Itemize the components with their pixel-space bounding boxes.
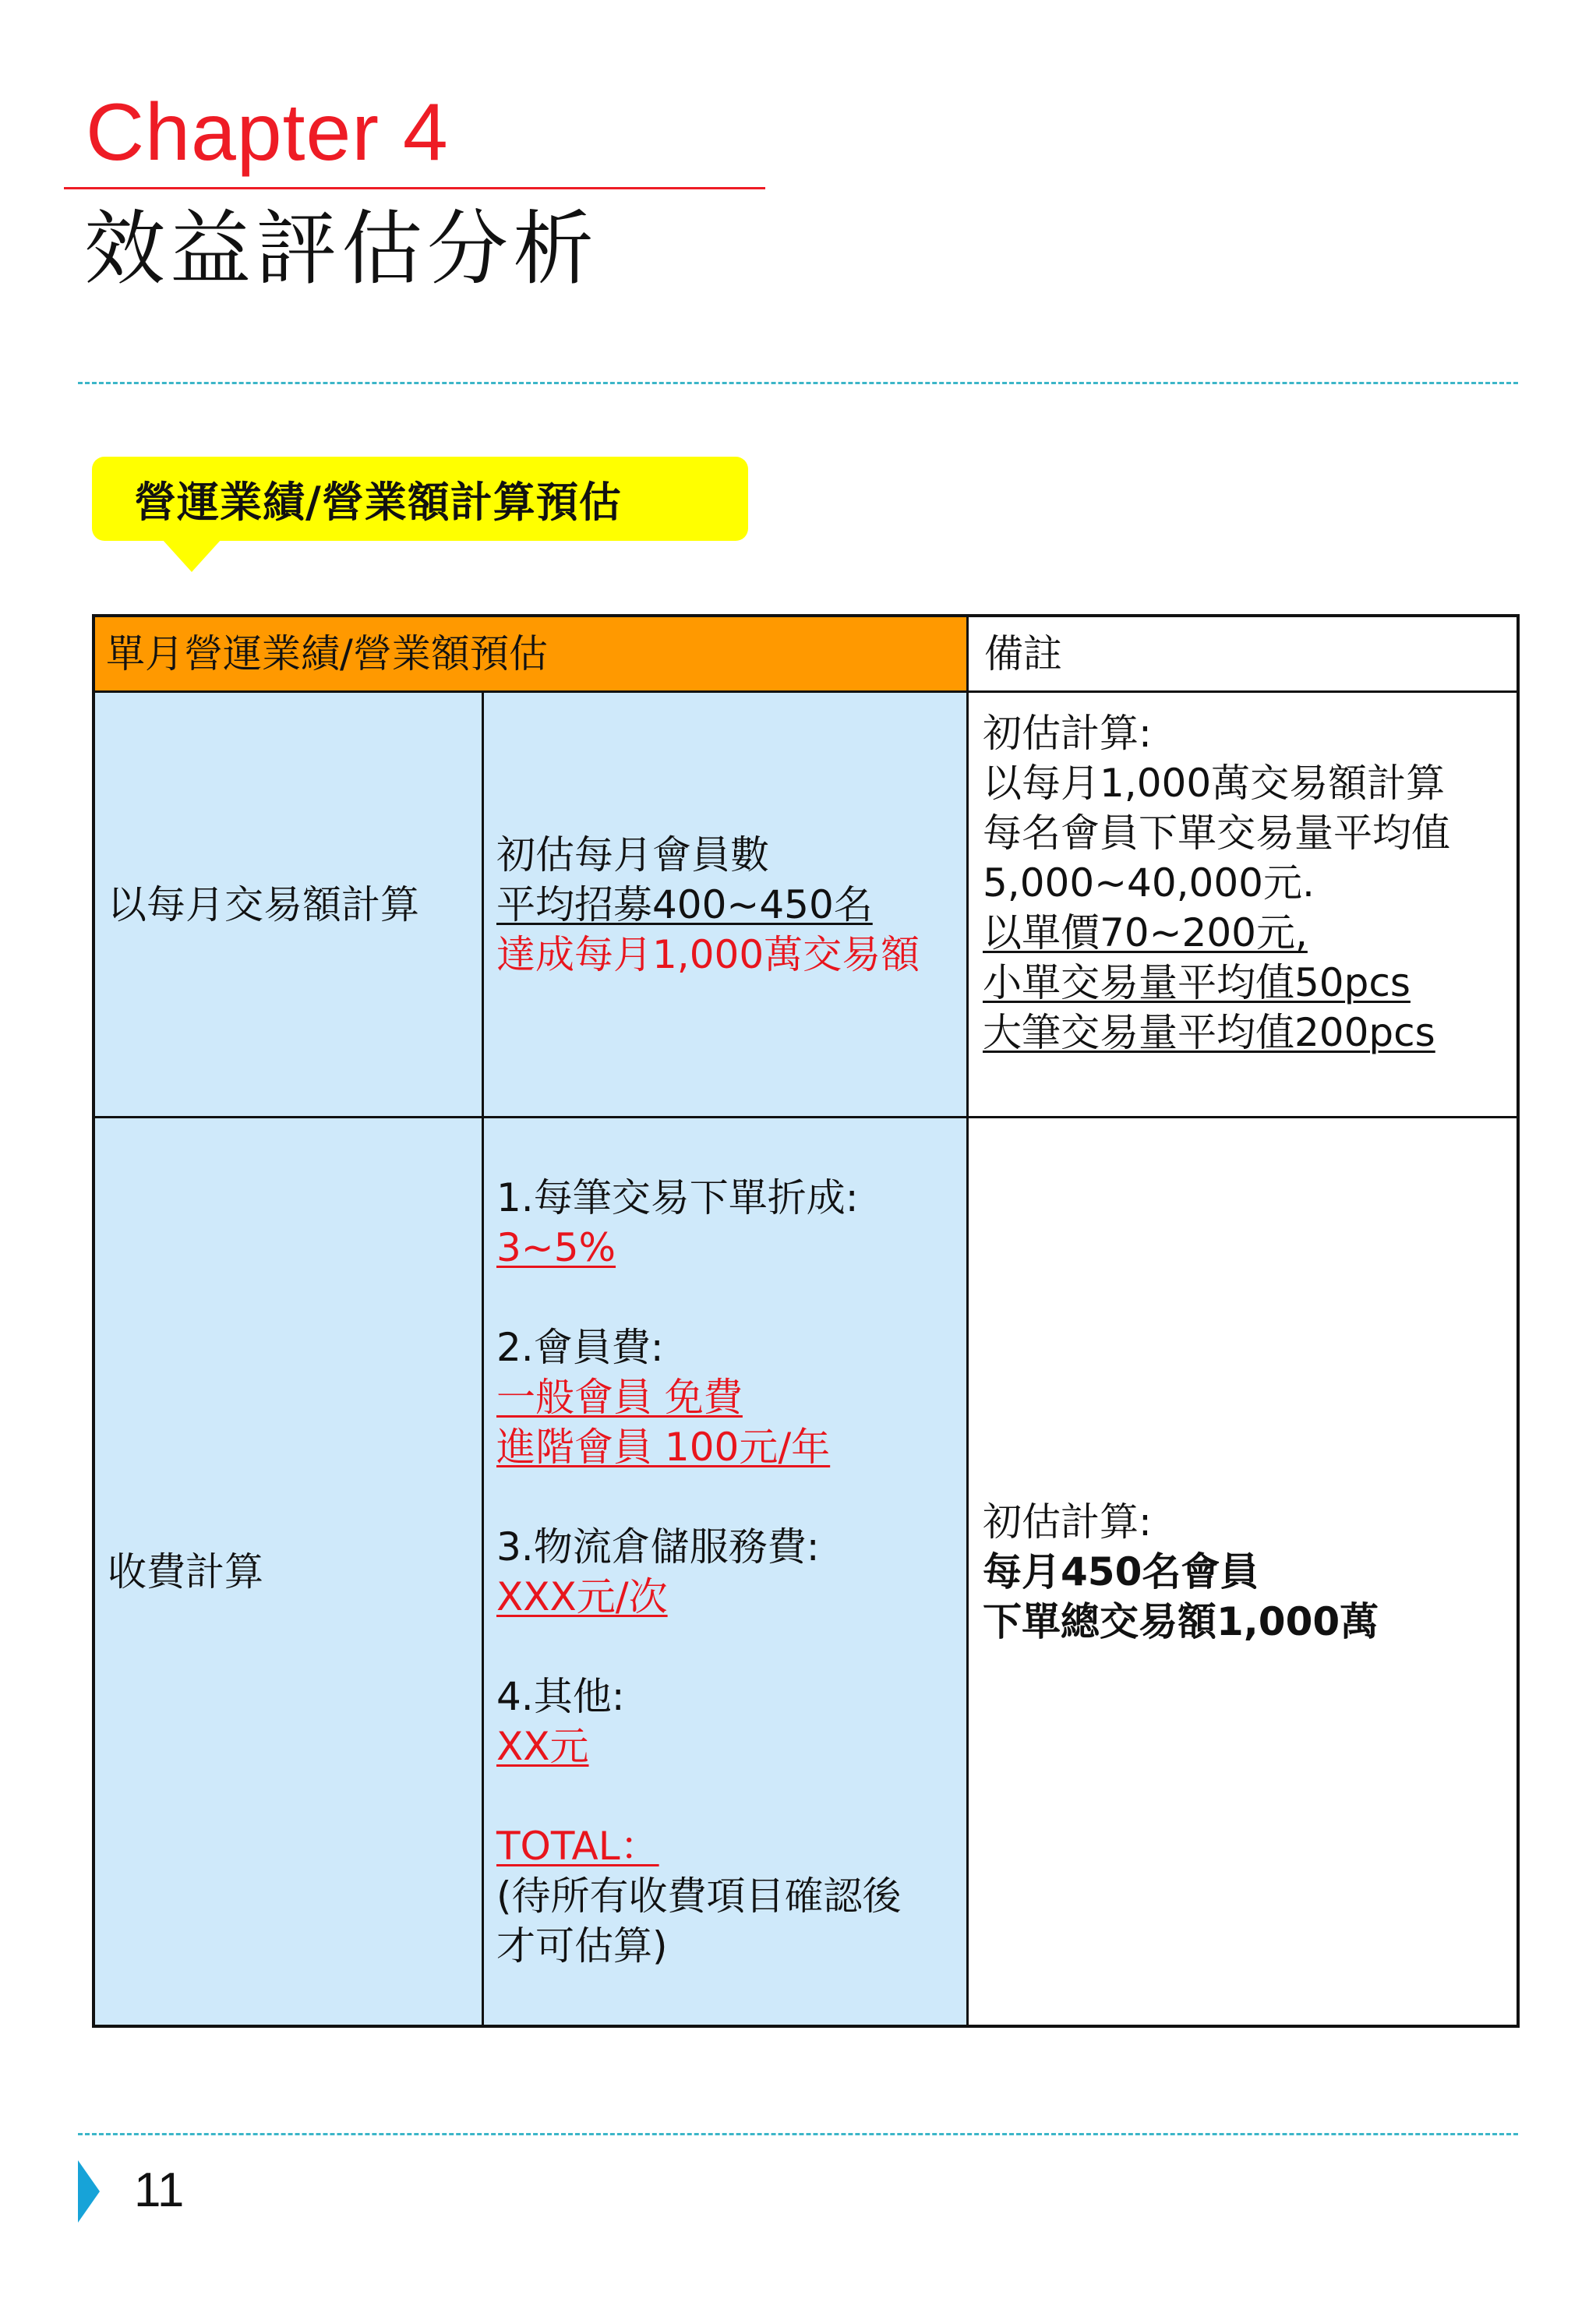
fee-item-title: 3.物流倉儲服務費: [496, 1524, 820, 1570]
spacer [496, 1273, 966, 1323]
fee-item-title: 1.每筆交易下單折成: [496, 1174, 859, 1220]
fee-item-value [496, 1223, 966, 1273]
row2-note-cell [966, 1116, 1517, 2025]
spacer [496, 1472, 966, 1522]
other-fee: XX元 [496, 1723, 589, 1769]
fee-item-value [496, 1422, 966, 1472]
row1-label: 以每月交易額計算 [108, 881, 419, 927]
row1-note-line: 每名會員下單交易量平均值 [983, 810, 1450, 856]
row1-detail-cell [482, 690, 966, 1116]
row1-note-line [983, 1008, 1517, 1058]
row2-detail-cell [482, 1116, 966, 2025]
section-callout-label: 營運業績/營業額計算預估 [134, 477, 622, 527]
table-header-note [966, 617, 1517, 690]
page-number: 11 [134, 2163, 185, 2217]
section-callout [92, 457, 748, 541]
fee-item-value [496, 1372, 966, 1422]
fee-item-value [496, 1722, 966, 1771]
page-title: 效益評估分析 [84, 201, 599, 296]
row2-label-cell [95, 1116, 482, 2025]
table-header-main [95, 617, 966, 690]
row1-detail-line: 初估每月會員數 [496, 832, 769, 878]
commission-rate: 3~5% [496, 1224, 616, 1270]
row1-label-cell [95, 690, 482, 1116]
estimate-table [92, 614, 1520, 2028]
logistics-fee: XXX元/次 [496, 1573, 668, 1619]
row1-note-small-orders: 小單交易量平均值50pcs [983, 960, 1411, 1005]
chapter-label: Chapter 4 [86, 87, 449, 178]
fee-item-title: 4.其他: [496, 1673, 625, 1719]
row1-note-large-orders: 大筆交易量平均值200pcs [983, 1010, 1435, 1055]
row1-detail-recruit: 平均招募400~450名 [496, 881, 873, 927]
top-dashed-divider [78, 382, 1518, 384]
basic-member-fee: 一般會員 免費 [496, 1374, 743, 1420]
total-note: (待所有收費項目確認後 [496, 1873, 902, 1919]
row2-note-members: 每月450名會員 [983, 1549, 1259, 1594]
row1-detail-target: 達成每月1,000萬交易額 [496, 931, 920, 977]
row1-note-line: 以每月1,000萬交易額計算 [983, 761, 1446, 806]
page-marker-icon [78, 2160, 100, 2223]
row2-note-line: 初估計算: [983, 1499, 1152, 1545]
fee-item-value [496, 1572, 966, 1622]
row1-note-cell [966, 690, 1517, 1116]
row2-note-total: 下單總交易額1,000萬 [983, 1598, 1379, 1644]
row2-label: 收費計算 [108, 1549, 263, 1594]
callout-pointer [162, 539, 221, 572]
row1-note-line: 初估計算: [983, 711, 1152, 756]
spacer [496, 1622, 966, 1672]
row1-note-line: 5,000~40,000元. [983, 860, 1315, 906]
premium-member-fee: 進階會員 100元/年 [496, 1424, 831, 1470]
table-header-main-label: 單月營運業績/營業額預估 [106, 631, 548, 676]
row1-note-unit-price: 以單價70~200元, [983, 910, 1308, 955]
row1-detail-line [496, 880, 966, 930]
bottom-dashed-divider [78, 2133, 1518, 2135]
total-line [496, 1821, 966, 1871]
table-header-note-label: 備註 [984, 631, 1062, 676]
chapter-rule [64, 187, 765, 189]
row1-note-line [983, 958, 1517, 1008]
row1-note-line [983, 908, 1517, 958]
total-note: 才可估算) [496, 1923, 668, 1969]
total-label: TOTAL： [496, 1823, 659, 1869]
fee-item-title: 2.會員費: [496, 1324, 664, 1370]
spacer [496, 1771, 966, 1821]
